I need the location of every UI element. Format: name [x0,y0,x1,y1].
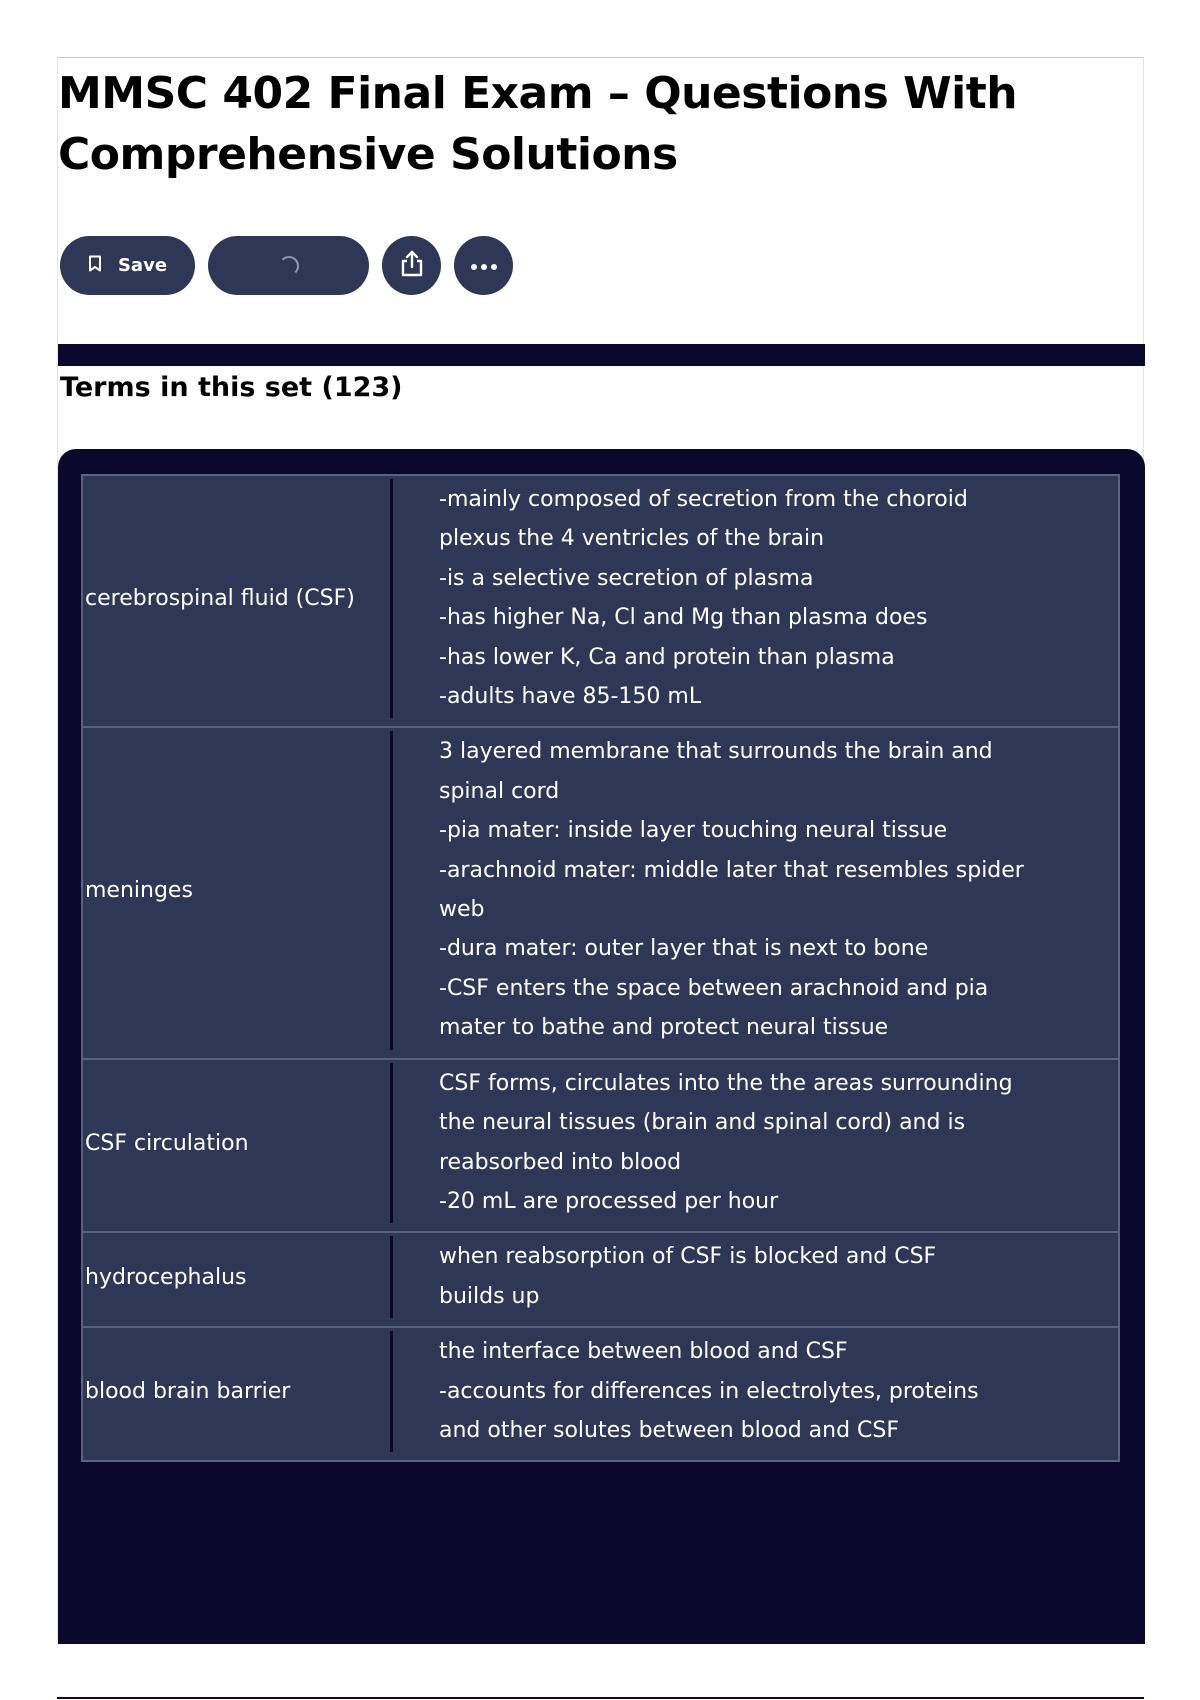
term-definition [393,728,1118,1057]
definition-line: -has higher Na, Cl and Mg than plasma does [439,605,928,631]
share-button[interactable] [382,236,441,295]
definition-line: plexus the 4 ventricles of the brain [439,526,825,552]
term-definition [393,1060,1118,1232]
definition-line: -dura mater: outer layer that is next to bone [439,936,929,962]
term-text: meninges [83,731,393,1049]
definition-line: -has lower K, Ca and protein than plasma [439,644,895,670]
bookmark-icon [88,255,102,277]
term-definition [393,476,1118,726]
page-title: MMSC 402 Final Exam – Questions With Comprehensive Solutions [58,68,1018,180]
term-row [81,1231,1120,1328]
share-icon [399,250,425,282]
study-set-page [57,57,1144,1643]
term-definition [393,1233,1118,1326]
definition-line: when reabsorption of CSF is blocked and CSF [439,1244,937,1270]
spinner-icon [279,256,299,276]
term-row [81,1326,1120,1462]
term-text: blood brain barrier [83,1331,393,1452]
bottom-rule [57,1697,1144,1699]
section-divider [58,344,1145,366]
terms-panel [58,449,1145,1644]
term-row [81,474,1120,728]
definition-line: web [439,897,485,923]
loading-button[interactable] [208,236,369,295]
definition-line: -arachnoid mater: middle later that resembles spider [439,857,1024,883]
terms-heading: Terms in this set (123) [60,372,403,403]
action-bar [60,236,526,295]
definition-line: -is a selective secretion of plasma [439,565,814,591]
term-text: hydrocephalus [83,1236,393,1318]
term-row [81,726,1120,1059]
definition-line: mater to bathe and protect neural tissue [439,1015,889,1041]
term-text: CSF circulation [83,1063,393,1224]
more-options-icon [470,256,498,275]
definition-line: -adults have 85-150 mL [439,684,702,710]
definition-line: reabsorbed into blood [439,1149,682,1175]
terms-table [81,474,1120,1462]
save-button[interactable] [60,236,195,295]
more-options-button[interactable] [454,236,513,295]
definition-line: CSF forms, circulates into the the areas surrounding [439,1070,1013,1096]
definition-line: -CSF enters the space between arachnoid and pia [439,975,989,1001]
definition-line: and other solutes between blood and CSF [439,1417,900,1443]
term-text: cerebrospinal fluid (CSF) [83,479,393,718]
definition-line: the neural tissues (brain and spinal cord) and is [439,1110,966,1136]
definition-line: spinal cord [439,778,560,804]
term-row [81,1058,1120,1234]
definition-line: builds up [439,1283,540,1309]
definition-line: -pia mater: inside layer touching neural tissue [439,818,948,844]
definition-line: 3 layered membrane that surrounds the brain and [439,739,993,765]
save-label: Save [117,255,168,276]
term-definition [393,1328,1118,1460]
definition-line: -accounts for differences in electrolytes, proteins [439,1378,979,1404]
definition-line: the interface between blood and CSF [439,1339,848,1365]
definition-line: -20 mL are processed per hour [439,1188,779,1214]
definition-line: -mainly composed of secretion from the choroid [439,487,968,512]
